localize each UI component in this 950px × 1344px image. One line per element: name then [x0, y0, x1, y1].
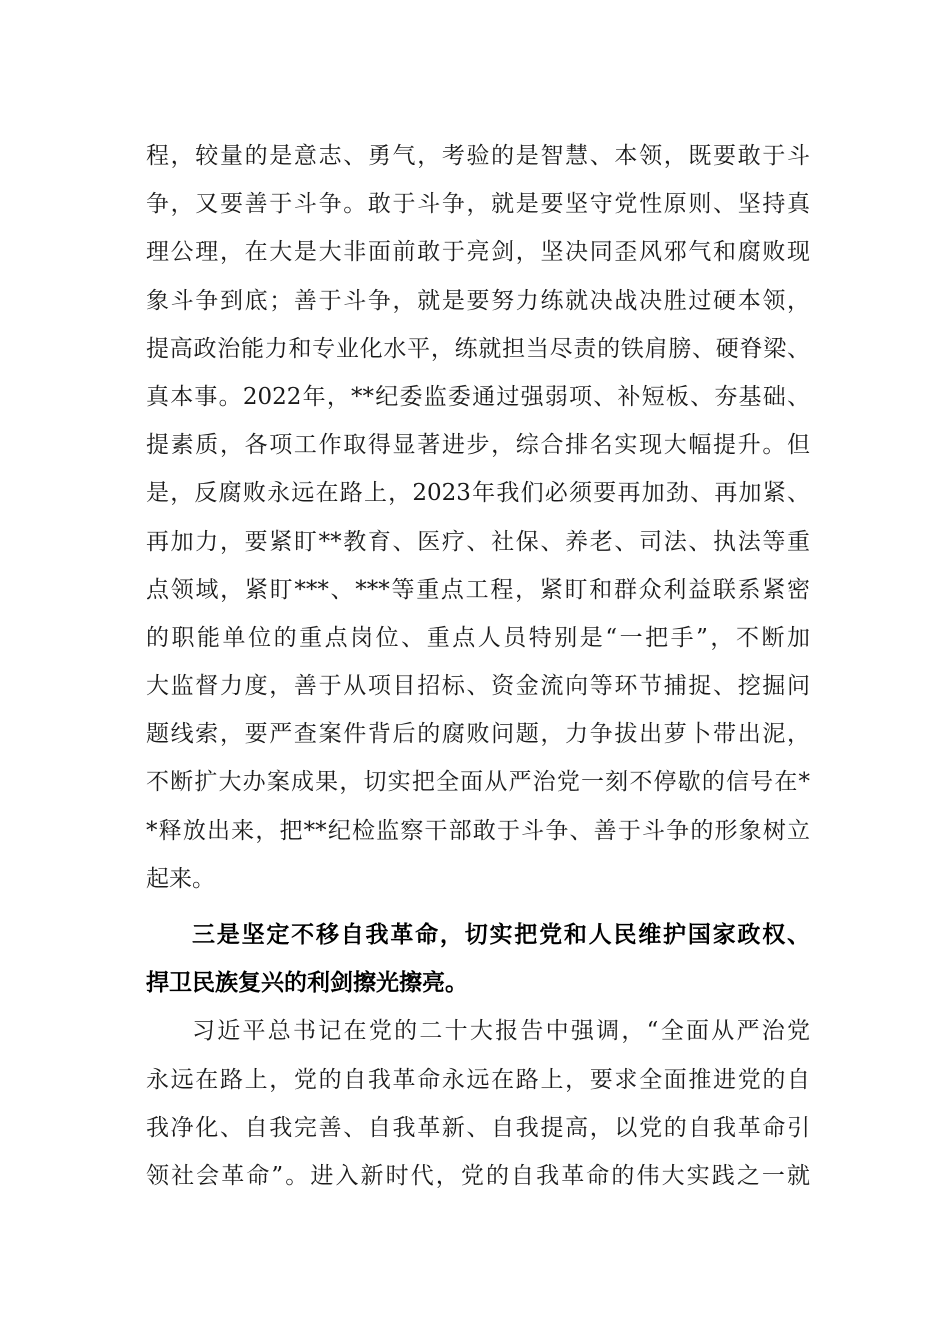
text-line: 习近平总书记在党的二十大报告中强调，“全面从严治党 — [192, 1018, 810, 1045]
text-line: 提高政治能力和专业化水平，练就担当尽责的铁肩膀、硬脊梁、 — [146, 335, 810, 362]
heading-line: 三是坚定不移自我革命，切实把党和人民维护国家政权、 — [192, 921, 810, 948]
text-line: 是，反腐败永远在路上，2023年我们必须要再加劲、再加紧、 — [146, 480, 810, 507]
heading-line: 捍卫民族复兴的利剑擦光擦亮。 — [146, 969, 468, 997]
paragraph-gap — [146, 903, 810, 911]
text-line: 大监督力度，善于从项目招标、资金流向等环节捕捉、挖掘问 — [146, 673, 810, 700]
text-line: 象斗争到底；善于斗争，就是要努力练就决战决胜过硬本领， — [146, 287, 810, 314]
text-line: 不断扩大办案成果，切实把全面从严治党一刻不停歇的信号在* — [146, 769, 810, 796]
text-line: 领社会革命”。进入新时代，党的自我革命的伟大实践之一就 — [146, 1162, 810, 1189]
text-line: 我净化、自我完善、自我革新、自我提高，以党的自我革命引 — [146, 1114, 810, 1141]
text-line: 点领域，紧盯***、***等重点工程，紧盯和群众利益联系紧密 — [146, 576, 810, 603]
text-line: 的职能单位的重点岗位、重点人员特别是“一把手”，不断加 — [146, 624, 810, 651]
text-line: 理公理，在大是大非面前敢于亮剑，坚决同歪风邪气和腐败现 — [146, 239, 810, 266]
text-line: 题线索，要严查案件背后的腐败问题，力争拔出萝卜带出泥， — [146, 721, 810, 748]
paragraph-2 — [146, 1007, 810, 1200]
section-heading — [146, 911, 810, 1007]
paragraph-1 — [146, 132, 810, 903]
text-line: 再加力，要紧盯**教育、医疗、社保、养老、司法、执法等重 — [146, 528, 810, 555]
text-line: *释放出来，把**纪检监察干部敢于斗争、善于斗争的形象树立 — [146, 817, 810, 844]
text-line: 争，又要善于斗争。敢于斗争，就是要坚守党性原则、坚持真 — [146, 191, 810, 218]
text-line: 起来。 — [146, 865, 215, 892]
text-line: 永远在路上，党的自我革命永远在路上，要求全面推进党的自 — [146, 1066, 810, 1093]
body-text — [146, 132, 810, 1200]
text-line: 程，较量的是意志、勇气，考验的是智慧、本领，既要敢于斗 — [146, 143, 810, 169]
text-line: 真本事。2022年，**纪委监委通过强弱项、补短板、夯基础、 — [146, 383, 810, 410]
text-line: 提素质，各项工作取得显著进步，综合排名实现大幅提升。但 — [146, 432, 810, 459]
